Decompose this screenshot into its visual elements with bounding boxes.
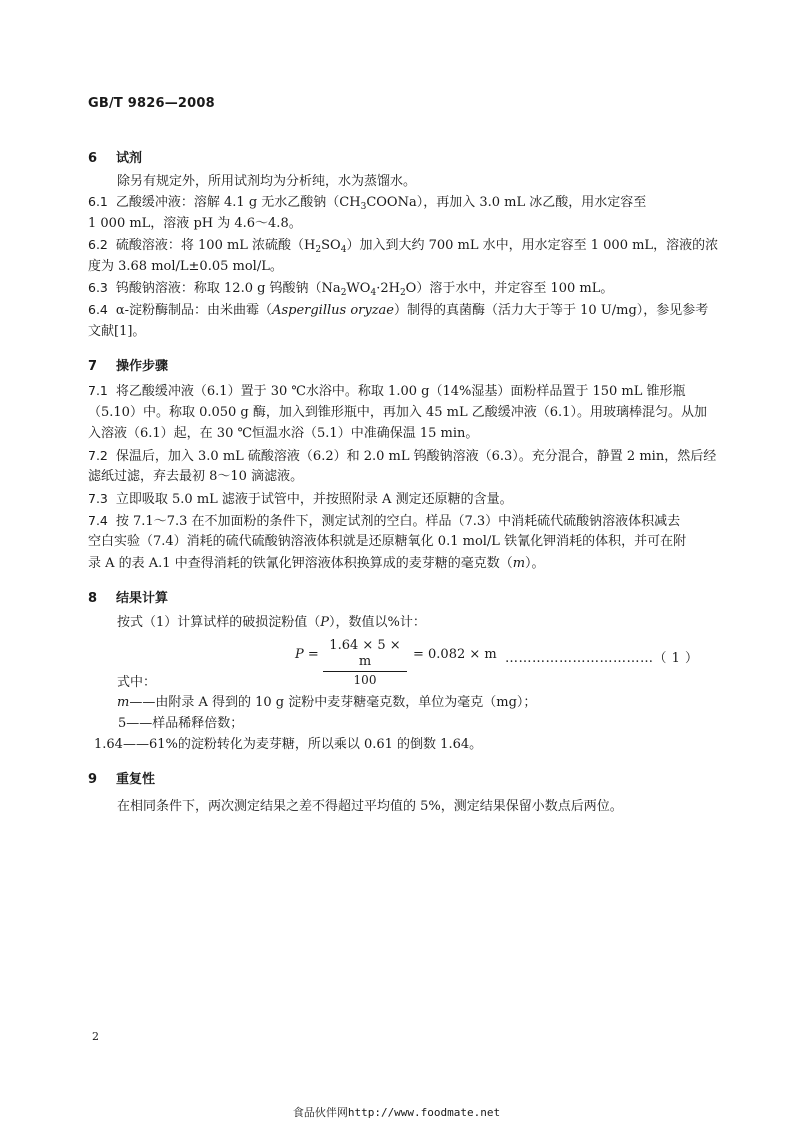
footer-site: 食品伙伴网 [292,1106,348,1119]
para-text: ）。 [525,556,545,571]
footer-url[interactable]: http://www.foodmate.net [347,1106,501,1119]
para-number: 7.1 [88,383,108,398]
para-number: 7.2 [88,448,108,463]
para-text: 硫酸溶液：将 100 mL 浓硫酸（H [115,238,316,253]
para-text: SO [321,238,341,253]
subscript: 4 [370,288,377,298]
page-number: 2 [92,1030,99,1043]
para-text: 立即吸取 5.0 mL 滤液于试管中，并按照附录 A 测定还原糖的含量。 [115,492,513,507]
para-text: ·2H [376,281,400,296]
para-text: 钨酸钠溶液：称取 12.0 g 钨酸钠（Na [115,281,341,296]
section-title: 操作步骤 [116,359,169,374]
para-7-1-line-2: （5.10）中。称取 0.050 g 酶，加入到锥形瓶中，再加入 45 mL 乙酸缓冲液（6.1）。用玻璃棒混匀。从加 [88,405,707,420]
standard-code: GB/T 9826—2008 [88,96,215,111]
section-number: 7 [88,359,98,374]
para-number: 7.4 [88,513,108,528]
para-number: 7.3 [88,491,108,506]
variable-symbol: m [117,695,130,710]
variable-symbol: m [512,556,526,571]
subscript: 2 [399,288,406,298]
formula-lhs: P = [295,647,319,662]
para-text: COONa），再加入 3.0 mL 冰乙酸，用水定容至 [366,195,647,210]
definition-5: 5——样品稀释倍数； [118,716,244,731]
formula-rhs: = 0.082 × m [413,647,497,662]
para-number: 6.1 [88,194,108,209]
subscript: 3 [360,202,367,212]
para-7-3-line-1 [88,489,708,510]
formula-denominator: 100 [353,673,377,687]
subscript: 4 [340,245,347,255]
section-title: 结果计算 [116,591,169,606]
section-number: 8 [88,591,98,606]
para-text: WO [346,281,371,296]
para-number: 6.4 [88,302,108,317]
para-text: ），数值以%计： [329,615,426,630]
section-number: 6 [88,151,98,166]
para-text: O）溶于水中，并定容至 100 mL。 [405,281,614,296]
definition-m [117,693,737,713]
section-7-heading [88,355,168,374]
para-7-4-line-2: 空白实验（7.4）消耗的硫代硫酸钠溶液体积就是还原糖氧化 0.1 mol/L 铁氰化钾消耗的体积，并可在附 [88,534,687,549]
definition-1-64: 1.64——61%的淀粉转化为麦芽糖，所以乘以 0.61 的倒数 1.64。 [94,737,483,752]
section-9-heading [88,768,155,787]
section-6-intro: 除另有规定外，所用试剂均为分析纯，水为蒸馏水。 [117,174,417,189]
para-6-4-line-2: 文献[1]。 [88,324,146,339]
para-6-4-line-1 [88,300,708,321]
para-7-1-line-3: 入溶液（6.1）起，在 30 ℃恒温水浴（5.1）中准确保温 15 min。 [88,426,479,441]
para-text: α-淀粉酶制品：由米曲霉（ [115,303,273,318]
para-6-1-line-2: 1 000 mL，溶液 pH 为 4.6～4.8。 [88,216,302,231]
variable-symbol: P [320,615,330,630]
para-text: 将乙酸缓冲液（6.1）置于 30 ℃水浴中。称取 1.00 g（14%湿基）面粉样品置于 150 mL 锥形瓶 [115,384,686,399]
para-text: 按式（1）计算试样的破损淀粉值（ [117,615,321,630]
section-8-intro [117,613,737,633]
para-7-1-line-1 [88,381,708,402]
species-name: Aspergillus oryzae [272,303,395,318]
para-7-4-line-1 [88,511,708,532]
section-6-heading [88,147,142,166]
para-7-4-line-3 [88,554,708,574]
section-9-text: 在相同条件下，两次测定结果之差不得超过平均值的 5%，测定结果保留小数点后两位。 [117,799,623,814]
para-text: 录 A 的表 A.1 中查得消耗的铁氰化钾溶液体积换算成的麦芽糖的毫克数（ [88,556,513,571]
section-title: 重复性 [116,772,156,787]
section-8-heading [88,587,168,606]
section-number: 9 [88,772,98,787]
section-title: 试剂 [116,151,143,166]
subscript: 2 [315,245,322,255]
para-6-2-line-2: 度为 3.68 mol/L±0.05 mol/L。 [88,259,283,274]
para-text: ）制得的真菌酶（活力大于等于 10 U/mg），参见参考 [394,303,709,318]
where-label: 式中： [117,675,157,690]
formula-numerator: 1.64 × 5 × m [323,638,407,672]
formula-number: ……………………………（ 1 ） [505,651,699,666]
para-text: 按 7.1～7.3 在不加面粉的条件下，测定试剂的空白。样品（7.3）中消耗硫代硫酸钠溶液体积减去 [115,514,681,529]
para-text: 乙酸缓冲液：溶解 4.1 g 无水乙酸钠（CH [115,195,361,210]
footer [0,1104,793,1120]
formula-1 [295,638,715,687]
subscript: 2 [340,288,347,298]
para-number: 6.3 [88,280,108,295]
para-number: 6.2 [88,237,108,252]
para-text: 保温后，加入 3.0 mL 硫酸溶液（6.2）和 2.0 mL 钨酸钠溶液（6.3）。充分混合，静置 2 min，然后经 [115,449,717,464]
definition-text: ——由附录 A 得到的 10 g 淀粉中麦芽糖毫克数，单位为毫克（mg）； [129,695,537,710]
para-7-2-line-2: 滤纸过滤，弃去最初 8～10 滴滤液。 [88,469,304,484]
para-7-2-line-1 [88,446,717,467]
para-text: ）加入到大约 700 mL 水中，用水定容至 1 000 mL，溶液的浓 [346,238,719,253]
